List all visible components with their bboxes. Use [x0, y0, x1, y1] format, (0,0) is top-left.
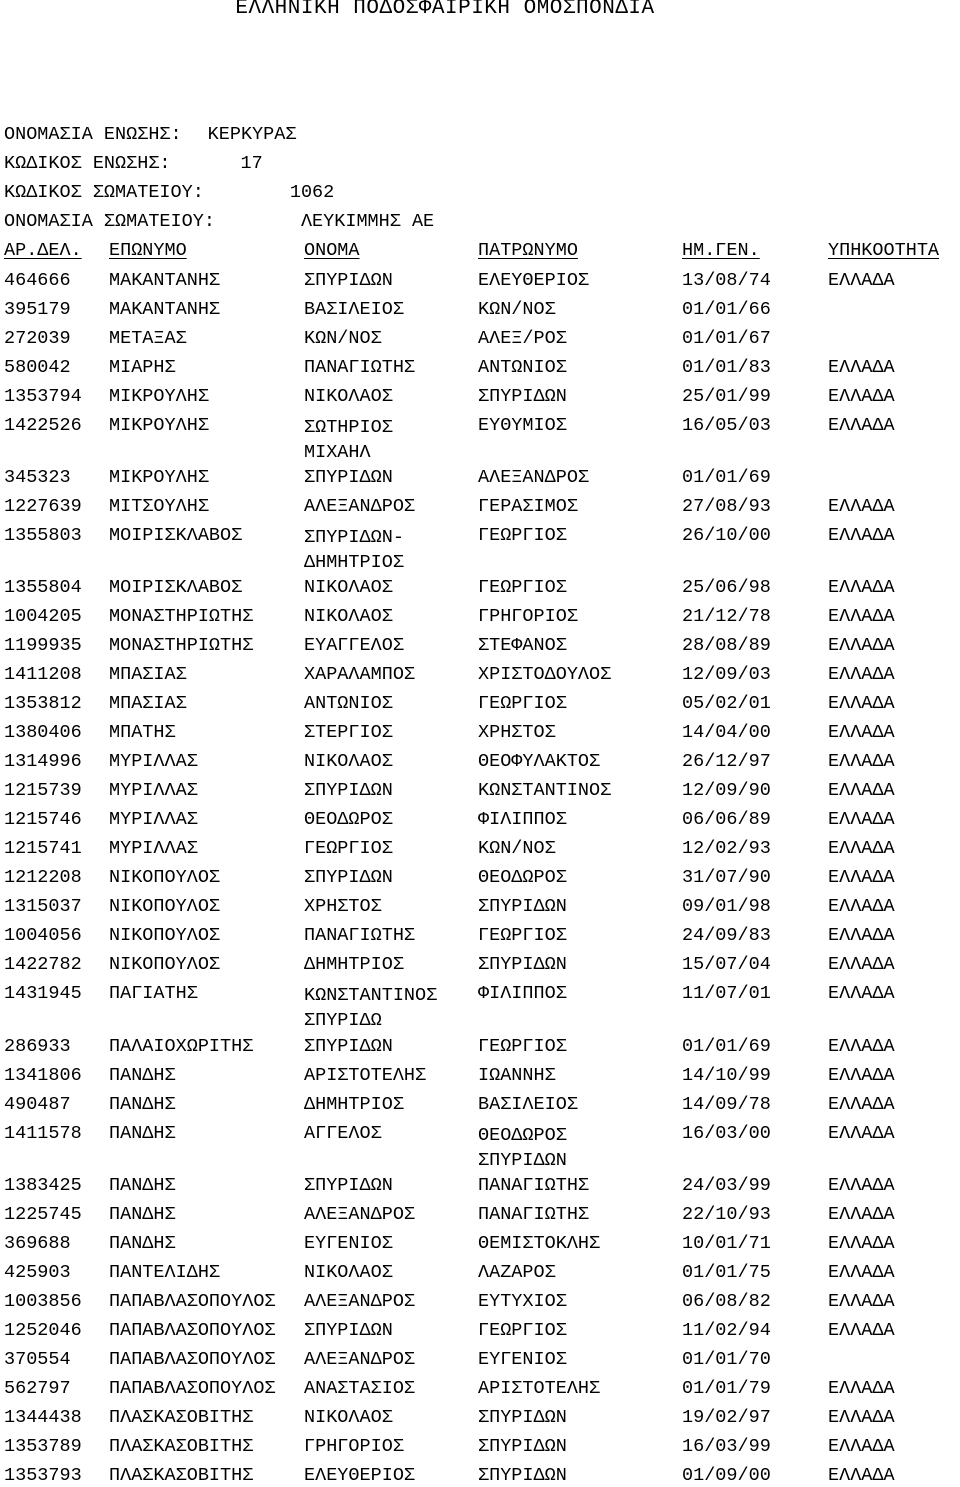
cell-reg-no: 464666 [4, 270, 71, 291]
cell-surname: ΝΙΚΟΠΟΥΛΟΣ [109, 867, 221, 888]
cell-father-name: ΑΝΤΩΝΙΟΣ [478, 357, 567, 378]
cell-surname: ΜΕΤΑΞΑΣ [109, 328, 187, 349]
cell-reg-no: 1353812 [4, 693, 82, 714]
cell-birth-date: 21/12/78 [682, 606, 771, 627]
cell-reg-no: 580042 [4, 357, 71, 378]
cell-name: ΑΛΕΞΑΝΔΡΟΣ [304, 1204, 416, 1225]
cell-name: ΔΗΜΗΤΡΙΟΣ [304, 954, 404, 975]
cell-birth-date: 15/07/04 [682, 954, 771, 975]
cell-reg-no: 425903 [4, 1262, 71, 1283]
cell-father-name: ΚΩΝ/ΝΟΣ [478, 838, 556, 859]
cell-surname: ΜΟΙΡΙΣΚΛΑΒΟΣ [109, 577, 243, 598]
cell-surname: ΜΥΡΙΛΛΑΣ [109, 838, 198, 859]
cell-birth-date: 31/07/90 [682, 867, 771, 888]
cell-father-name: ΘΕΜΙΣΤΟΚΛΗΣ [478, 1233, 601, 1254]
union-code-label: ΚΩΔΙΚΟΣ ΕΝΩΣΗΣ: [4, 153, 171, 174]
cell-reg-no: 1215746 [4, 809, 82, 830]
cell-birth-date: 12/09/03 [682, 664, 771, 685]
cell-father-name: ΣΤΕΦΑΝΟΣ [478, 635, 567, 656]
cell-birth-date: 16/05/03 [682, 415, 771, 436]
cell-name: ΝΙΚΟΛΑΟΣ [304, 386, 393, 407]
cell-father-name: ΑΛΕΞΑΝΔΡΟΣ [478, 467, 590, 488]
cell-nationality: ΕΛΛΑΔΑ [828, 1204, 895, 1225]
cell-birth-date: 26/12/97 [682, 751, 771, 772]
cell-reg-no: 395179 [4, 299, 71, 320]
cell-father-name: ΣΠΥΡΙΔΩΝ [478, 896, 567, 917]
cell-birth-date: 25/06/98 [682, 577, 771, 598]
cell-father-name: ΑΡΙΣΤΟΤΕΛΗΣ [478, 1378, 601, 1399]
column-header-reg-no: ΑΡ.ΔΕΛ. [4, 240, 82, 261]
cell-name: ΣΠΥΡΙΔΩΝ [304, 867, 393, 888]
cell-surname: ΜΟΙΡΙΣΚΛΑΒΟΣ [109, 525, 243, 546]
column-header-nationality: ΥΠΗΚΟΟΤΗΤΑ [828, 240, 940, 261]
cell-nationality: ΕΛΛΑΔΑ [828, 1036, 895, 1057]
cell-reg-no: 1252046 [4, 1320, 82, 1341]
cell-surname: ΠΑΝΔΗΣ [109, 1204, 176, 1225]
cell-birth-date: 12/02/93 [682, 838, 771, 859]
cell-nationality: ΕΛΛΑΔΑ [828, 954, 895, 975]
cell-surname: ΠΑΝΔΗΣ [109, 1233, 176, 1254]
cell-surname: ΠΛΑΣΚΑΣΟΒΙΤΗΣ [109, 1436, 254, 1457]
cell-name: ΣΠΥΡΙΔΩΝ [304, 1175, 393, 1196]
cell-father-name: ΓΡΗΓΟΡΙΟΣ [478, 606, 578, 627]
club-name-line [4, 211, 434, 233]
cell-name: ΣΩΤΗΡΙΟΣ ΜΙΧΑΗΛ [304, 417, 393, 463]
column-header-father-name: ΠΑΤΡΩΝΥΜΟ [478, 240, 578, 261]
cell-name: ΧΑΡΑΛΑΜΠΟΣ [304, 664, 416, 685]
cell-nationality: ΕΛΛΑΔΑ [828, 357, 895, 378]
cell-nationality: ΕΛΛΑΔΑ [828, 386, 895, 407]
cell-name: ΣΠΥΡΙΔΩΝ- ΔΗΜΗΤΡΙΟΣ [304, 527, 404, 573]
cell-father-name: ΘΕΟΦΥΛΑΚΤΟΣ [478, 751, 601, 772]
cell-birth-date: 25/01/99 [682, 386, 771, 407]
cell-reg-no: 1199935 [4, 635, 82, 656]
cell-nationality: ΕΛΛΑΔΑ [828, 809, 895, 830]
cell-nationality: ΕΛΛΑΔΑ [828, 1436, 895, 1457]
cell-birth-date: 10/01/71 [682, 1233, 771, 1254]
cell-birth-date: 06/08/82 [682, 1291, 771, 1312]
cell-surname: ΠΑΠΑΒΛΑΣΟΠΟΥΛΟΣ [109, 1378, 276, 1399]
cell-name: ΑΝΤΩΝΙΟΣ [304, 693, 393, 714]
cell-name: ΘΕΟΔΩΡΟΣ [304, 809, 393, 830]
cell-reg-no: 1431945 [4, 983, 82, 1004]
cell-reg-no: 490487 [4, 1094, 71, 1115]
cell-birth-date: 13/08/74 [682, 270, 771, 291]
cell-nationality: ΕΛΛΑΔΑ [828, 1123, 895, 1144]
cell-nationality: ΕΛΛΑΔΑ [828, 496, 895, 517]
column-header-surname: ΕΠΩΝΥΜΟ [109, 240, 187, 261]
cell-father-name: ΣΠΥΡΙΔΩΝ [478, 1465, 567, 1486]
cell-birth-date: 01/09/00 [682, 1465, 771, 1486]
cell-surname: ΜΙΚΡΟΥΛΗΣ [109, 386, 209, 407]
cell-nationality: ΕΛΛΑΔΑ [828, 270, 895, 291]
cell-birth-date: 01/01/83 [682, 357, 771, 378]
cell-surname: ΠΑΠΑΒΛΑΣΟΠΟΥΛΟΣ [109, 1320, 276, 1341]
cell-father-name: ΓΕΩΡΓΙΟΣ [478, 525, 567, 546]
cell-father-name: ΓΕΩΡΓΙΟΣ [478, 925, 567, 946]
cell-reg-no: 1383425 [4, 1175, 82, 1196]
club-name-value: ΛΕΥΚΙΜΜΗΣ ΑΕ [300, 211, 435, 232]
cell-father-name: ΑΛΕΞ/ΡΟΣ [478, 328, 567, 349]
cell-surname: ΠΑΝΔΗΣ [109, 1123, 176, 1144]
cell-father-name: ΚΩΝ/ΝΟΣ [478, 299, 556, 320]
cell-nationality: ΕΛΛΑΔΑ [828, 1094, 895, 1115]
cell-father-name: ΕΛΕΥΘΕΡΙΟΣ [478, 270, 590, 291]
cell-surname: ΜΥΡΙΛΛΑΣ [109, 780, 198, 801]
cell-nationality: ΕΛΛΑΔΑ [828, 838, 895, 859]
cell-reg-no: 1422782 [4, 954, 82, 975]
cell-reg-no: 1003856 [4, 1291, 82, 1312]
cell-reg-no: 1227639 [4, 496, 82, 517]
cell-name: ΑΛΕΞΑΝΔΡΟΣ [304, 1349, 416, 1370]
cell-nationality: ΕΛΛΑΔΑ [828, 1407, 895, 1428]
cell-nationality: ΕΛΛΑΔΑ [828, 1465, 895, 1486]
cell-father-name: ΣΠΥΡΙΔΩΝ [478, 1407, 567, 1428]
cell-father-name: ΓΕΩΡΓΙΟΣ [478, 577, 567, 598]
cell-surname: ΜΠΑΣΙΑΣ [109, 664, 187, 685]
cell-surname: ΝΙΚΟΠΟΥΛΟΣ [109, 954, 221, 975]
cell-father-name: ΘΕΟΔΩΡΟΣ ΣΠΥΡΙΔΩΝ [478, 1125, 567, 1171]
cell-reg-no: 272039 [4, 328, 71, 349]
cell-reg-no: 1315037 [4, 896, 82, 917]
cell-name: ΓΕΩΡΓΙΟΣ [304, 838, 393, 859]
cell-surname: ΠΑΝΔΗΣ [109, 1094, 176, 1115]
cell-surname: ΝΙΚΟΠΟΥΛΟΣ [109, 925, 221, 946]
cell-reg-no: 1225745 [4, 1204, 82, 1225]
cell-nationality: ΕΛΛΑΔΑ [828, 635, 895, 656]
cell-nationality: ΕΛΛΑΔΑ [828, 664, 895, 685]
cell-name: ΣΠΥΡΙΔΩΝ [304, 780, 393, 801]
cell-name: ΣΠΥΡΙΔΩΝ [304, 1320, 393, 1341]
cell-father-name: ΒΑΣΙΛΕΙΟΣ [478, 1094, 578, 1115]
cell-father-name: ΧΡΗΣΤΟΣ [478, 722, 556, 743]
cell-reg-no: 1411208 [4, 664, 82, 685]
cell-reg-no: 1422526 [4, 415, 82, 436]
cell-father-name: ΕΥΘΥΜΙΟΣ [478, 415, 567, 436]
cell-name: ΒΑΣΙΛΕΙΟΣ [304, 299, 404, 320]
cell-reg-no: 1004056 [4, 925, 82, 946]
cell-father-name: ΣΠΥΡΙΔΩΝ [478, 954, 567, 975]
cell-nationality: ΕΛΛΑΔΑ [828, 577, 895, 598]
club-code-line [4, 182, 334, 204]
cell-birth-date: 01/01/70 [682, 1349, 771, 1370]
cell-reg-no: 1212208 [4, 867, 82, 888]
cell-birth-date: 05/02/01 [682, 693, 771, 714]
cell-birth-date: 16/03/99 [682, 1436, 771, 1457]
cell-surname: ΜΑΚΑΝΤΑΝΗΣ [109, 299, 221, 320]
cell-nationality: ΕΛΛΑΔΑ [828, 1262, 895, 1283]
cell-reg-no: 1353789 [4, 1436, 82, 1457]
cell-father-name: ΓΕΩΡΓΙΟΣ [478, 1036, 567, 1057]
union-name-label: ΟΝΟΜΑΣΙΑ ΕΝΩΣΗΣ: [4, 124, 182, 145]
cell-birth-date: 01/01/79 [682, 1378, 771, 1399]
cell-nationality: ΕΛΛΑΔΑ [828, 896, 895, 917]
cell-nationality: ΕΛΛΑΔΑ [828, 925, 895, 946]
union-code-line [4, 153, 263, 175]
cell-name: ΠΑΝΑΓΙΩΤΗΣ [304, 357, 416, 378]
cell-reg-no: 1314996 [4, 751, 82, 772]
cell-nationality: ΕΛΛΑΔΑ [828, 415, 895, 436]
cell-surname: ΠΑΠΑΒΛΑΣΟΠΟΥΛΟΣ [109, 1349, 276, 1370]
cell-surname: ΜΙΚΡΟΥΛΗΣ [109, 415, 209, 436]
cell-father-name: ΕΥΤΥΧΙΟΣ [478, 1291, 567, 1312]
club-code-value: 1062 [289, 182, 335, 203]
cell-nationality: ΕΛΛΑΔΑ [828, 867, 895, 888]
cell-nationality: ΕΛΛΑΔΑ [828, 606, 895, 627]
cell-birth-date: 27/08/93 [682, 496, 771, 517]
cell-name: ΝΙΚΟΛΑΟΣ [304, 606, 393, 627]
cell-father-name: ΛΑΖΑΡΟΣ [478, 1262, 556, 1283]
cell-surname: ΠΑΝΔΗΣ [109, 1065, 176, 1086]
cell-surname: ΠΛΑΣΚΑΣΟΒΙΤΗΣ [109, 1465, 254, 1486]
cell-reg-no: 1004205 [4, 606, 82, 627]
cell-name: ΝΙΚΟΛΑΟΣ [304, 1262, 393, 1283]
club-code-label: ΚΩΔΙΚΟΣ ΣΩΜΑΤΕΙΟΥ: [4, 182, 204, 203]
cell-reg-no: 370554 [4, 1349, 71, 1370]
cell-father-name: ΕΥΓΕΝΙΟΣ [478, 1349, 567, 1370]
cell-surname: ΜΑΚΑΝΤΑΝΗΣ [109, 270, 221, 291]
cell-name: ΑΡΙΣΤΟΤΕΛΗΣ [304, 1065, 427, 1086]
cell-father-name: ΓΕΩΡΓΙΟΣ [478, 693, 567, 714]
cell-surname: ΠΑΓΙΑΤΗΣ [109, 983, 198, 1004]
cell-name: ΑΛΕΞΑΝΔΡΟΣ [304, 1291, 416, 1312]
cell-reg-no: 562797 [4, 1378, 71, 1399]
union-name-line [4, 124, 296, 146]
cell-birth-date: 01/01/67 [682, 328, 771, 349]
cell-name: ΣΠΥΡΙΔΩΝ [304, 270, 393, 291]
cell-nationality: ΕΛΛΑΔΑ [828, 1233, 895, 1254]
cell-birth-date: 26/10/00 [682, 525, 771, 546]
cell-name: ΔΗΜΗΤΡΙΟΣ [304, 1094, 404, 1115]
cell-nationality: ΕΛΛΑΔΑ [828, 780, 895, 801]
cell-birth-date: 22/10/93 [682, 1204, 771, 1225]
cell-reg-no: 1353793 [4, 1465, 82, 1486]
cell-name: ΝΙΚΟΛΑΟΣ [304, 577, 393, 598]
cell-birth-date: 14/09/78 [682, 1094, 771, 1115]
cell-name: ΚΩΝ/ΝΟΣ [304, 328, 382, 349]
cell-name: ΣΠΥΡΙΔΩΝ [304, 1036, 393, 1057]
cell-reg-no: 1344438 [4, 1407, 82, 1428]
cell-name: ΠΑΝΑΓΙΩΤΗΣ [304, 925, 416, 946]
cell-reg-no: 1411578 [4, 1123, 82, 1144]
cell-surname: ΠΛΑΣΚΑΣΟΒΙΤΗΣ [109, 1407, 254, 1428]
cell-nationality: ΕΛΛΑΔΑ [828, 1065, 895, 1086]
cell-name: ΑΓΓΕΛΟΣ [304, 1123, 382, 1144]
cell-birth-date: 14/04/00 [682, 722, 771, 743]
cell-father-name: ΣΠΥΡΙΔΩΝ [478, 1436, 567, 1457]
cell-surname: ΜΠΑΣΙΑΣ [109, 693, 187, 714]
cell-reg-no: 1215741 [4, 838, 82, 859]
cell-name: ΕΛΕΥΘΕΡΙΟΣ [304, 1465, 416, 1486]
union-name-value: ΚΕΡΚΥΡΑΣ [207, 124, 297, 145]
cell-nationality: ΕΛΛΑΔΑ [828, 1320, 895, 1341]
cell-birth-date: 24/09/83 [682, 925, 771, 946]
cell-reg-no: 1353794 [4, 386, 82, 407]
cell-surname: ΠΑΝΤΕΛΙΔΗΣ [109, 1262, 221, 1283]
cell-surname: ΜΥΡΙΛΛΑΣ [109, 751, 198, 772]
cell-reg-no: 1341806 [4, 1065, 82, 1086]
cell-father-name: ΦΙΛΙΠΠΟΣ [478, 983, 567, 1004]
cell-nationality: ΕΛΛΑΔΑ [828, 983, 895, 1004]
cell-name: ΑΛΕΞΑΝΔΡΟΣ [304, 496, 416, 517]
cell-nationality: ΕΛΛΑΔΑ [828, 525, 895, 546]
cell-nationality: ΕΛΛΑΔΑ [828, 751, 895, 772]
cell-surname: ΜΥΡΙΛΛΑΣ [109, 809, 198, 830]
cell-father-name: ΙΩΑΝΝΗΣ [478, 1065, 556, 1086]
cell-name: ΣΤΕΡΓΙΟΣ [304, 722, 393, 743]
cell-surname: ΠΑΛΑΙΟΧΩΡΙΤΗΣ [109, 1036, 254, 1057]
cell-birth-date: 24/03/99 [682, 1175, 771, 1196]
cell-surname: ΠΑΠΑΒΛΑΣΟΠΟΥΛΟΣ [109, 1291, 276, 1312]
cell-nationality: ΕΛΛΑΔΑ [828, 1175, 895, 1196]
cell-reg-no: 286933 [4, 1036, 71, 1057]
cell-name: ΚΩΝΣΤΑΝΤΙΝΟΣ ΣΠΥΡΙΔΩ [304, 985, 438, 1031]
cell-father-name: ΘΕΟΔΩΡΟΣ [478, 867, 567, 888]
cell-nationality: ΕΛΛΑΔΑ [828, 693, 895, 714]
cell-surname: ΜΟΝΑΣΤΗΡΙΩΤΗΣ [109, 635, 254, 656]
cell-name: ΕΥΓΕΝΙΟΣ [304, 1233, 393, 1254]
cell-surname: ΠΑΝΔΗΣ [109, 1175, 176, 1196]
cell-surname: ΜΙΤΣΟΥΛΗΣ [109, 496, 209, 517]
cell-name: ΕΥΑΓΓΕΛΟΣ [304, 635, 404, 656]
cell-surname: ΜΠΑΤΗΣ [109, 722, 176, 743]
cell-birth-date: 01/01/66 [682, 299, 771, 320]
cell-father-name: ΧΡΙΣΤΟΔΟΥΛΟΣ [478, 664, 612, 685]
cell-reg-no: 1380406 [4, 722, 82, 743]
cell-name: ΝΙΚΟΛΑΟΣ [304, 1407, 393, 1428]
cell-name: ΑΝΑΣΤΑΣΙΟΣ [304, 1378, 416, 1399]
cell-father-name: ΠΑΝΑΓΙΩΤΗΣ [478, 1175, 590, 1196]
cell-surname: ΜΙΑΡΗΣ [109, 357, 176, 378]
cell-father-name: ΓΕΡΑΣΙΜΟΣ [478, 496, 578, 517]
cell-nationality: ΕΛΛΑΔΑ [828, 722, 895, 743]
union-code-value: 17 [240, 153, 263, 174]
cell-name: ΧΡΗΣΤΟΣ [304, 896, 382, 917]
cell-birth-date: 11/02/94 [682, 1320, 771, 1341]
cell-surname: ΜΟΝΑΣΤΗΡΙΩΤΗΣ [109, 606, 254, 627]
cell-reg-no: 369688 [4, 1233, 71, 1254]
cell-name: ΓΡΗΓΟΡΙΟΣ [304, 1436, 404, 1457]
cell-father-name: ΓΕΩΡΓΙΟΣ [478, 1320, 567, 1341]
column-header-birth-date: ΗΜ.ΓΕΝ. [682, 240, 760, 261]
cell-reg-no: 1215739 [4, 780, 82, 801]
cell-birth-date: 01/01/75 [682, 1262, 771, 1283]
cell-birth-date: 11/07/01 [682, 983, 771, 1004]
cell-reg-no: 345323 [4, 467, 71, 488]
cell-father-name: ΚΩΝΣΤΑΝΤΙΝΟΣ [478, 780, 612, 801]
cell-birth-date: 09/01/98 [682, 896, 771, 917]
cell-reg-no: 1355803 [4, 525, 82, 546]
cell-birth-date: 01/01/69 [682, 467, 771, 488]
cell-birth-date: 01/01/69 [682, 1036, 771, 1057]
cell-reg-no: 1355804 [4, 577, 82, 598]
cell-nationality: ΕΛΛΑΔΑ [828, 1291, 895, 1312]
cell-birth-date: 28/08/89 [682, 635, 771, 656]
cell-birth-date: 14/10/99 [682, 1065, 771, 1086]
cell-name: ΣΠΥΡΙΔΩΝ [304, 467, 393, 488]
cell-nationality: ΕΛΛΑΔΑ [828, 1378, 895, 1399]
document-title: ΕΛΛΗΝΙΚΗ ΠΟΔΟΣΦΑΙΡΙΚΗ ΟΜΟΣΠΟΝΔΙΑ [235, 0, 655, 20]
cell-birth-date: 12/09/90 [682, 780, 771, 801]
cell-birth-date: 06/06/89 [682, 809, 771, 830]
cell-father-name: ΠΑΝΑΓΙΩΤΗΣ [478, 1204, 590, 1225]
cell-birth-date: 16/03/00 [682, 1123, 771, 1144]
cell-father-name: ΦΙΛΙΠΠΟΣ [478, 809, 567, 830]
cell-surname: ΜΙΚΡΟΥΛΗΣ [109, 467, 209, 488]
cell-name: ΝΙΚΟΛΑΟΣ [304, 751, 393, 772]
column-header-name: ΟΝΟΜΑ [304, 240, 360, 261]
club-name-label: ΟΝΟΜΑΣΙΑ ΣΩΜΑΤΕΙΟΥ: [4, 211, 215, 232]
cell-birth-date: 19/02/97 [682, 1407, 771, 1428]
cell-father-name: ΣΠΥΡΙΔΩΝ [478, 386, 567, 407]
cell-surname: ΝΙΚΟΠΟΥΛΟΣ [109, 896, 221, 917]
